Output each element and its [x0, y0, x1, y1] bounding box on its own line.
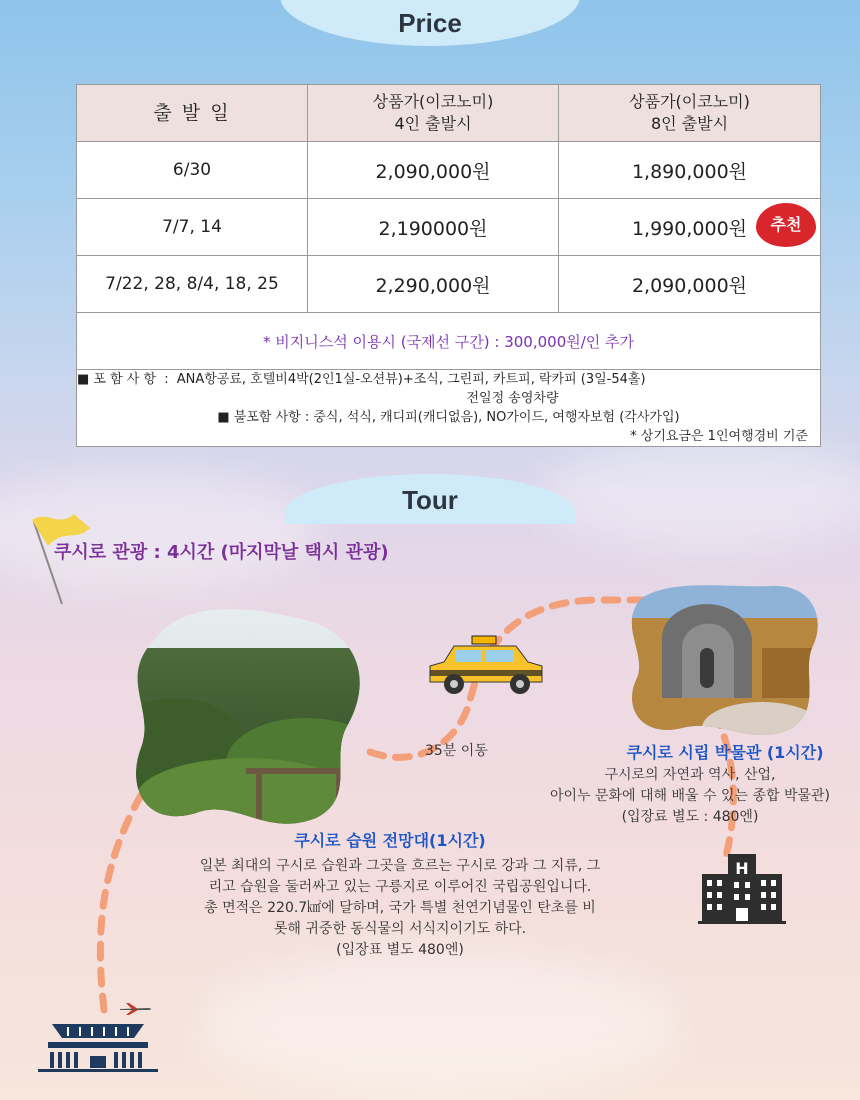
building-icon: [698, 852, 786, 924]
wetland-desc-line: 총 면적은 220.7㎢에 달하며, 국가 특별 천연기념물인 탄초를 비: [204, 900, 596, 916]
header-label: 상품가(이코노미): [372, 92, 494, 111]
museum-desc-line: (입장료 별도 : 480엔): [621, 809, 759, 825]
price-4-cell: 2,190000원: [308, 199, 559, 256]
museum-desc-line: 구시로의 자연과 역사, 산업,: [604, 767, 776, 783]
tour-section-title: Tour: [402, 485, 458, 515]
wetland-title: 쿠시로 습원 전망대(1시간): [294, 831, 486, 850]
airport-terminal-icon: [38, 1018, 158, 1074]
hospital-sign: H: [735, 859, 749, 878]
header-sublabel: 4인 출발시: [394, 114, 472, 133]
included-label: ■ 포 함 사 항 :: [77, 372, 169, 387]
excluded-line: ■ 불포함 사항 : 중식, 석식, 캐디피(캐디없음), NO가이드, 여행자보험 (각사가입): [217, 410, 680, 425]
recommend-badge: 추천: [756, 203, 816, 247]
price-8-cell: 1,890,000원: [559, 142, 821, 199]
taxi-icon: [424, 634, 548, 696]
museum-description: [520, 765, 860, 828]
included-text: ANA항공료, 호텔비4박(2인1실-오션뷰)+조식, 그린피, 카트피, 락카피 (3일-54홀): [176, 372, 646, 387]
museum-title: 쿠시로 시립 박물관 (1시간): [626, 743, 824, 762]
header-label: 출 발 일: [153, 102, 231, 124]
price-section-title: Price: [398, 8, 462, 38]
wetland-observatory-image: [116, 598, 376, 828]
header-label: 상품가(이코노미): [629, 92, 750, 111]
tour-headline: 쿠시로 관광 : 4시간 (마지막날 택시 관광): [54, 542, 389, 563]
wetland-desc-line: (입장표 별도 480엔): [336, 942, 464, 958]
date-cell: 7/7, 14: [77, 199, 308, 256]
business-class-note: * 비지니스석 이용시 (국제선 구간) : 300,000원/인 추가: [77, 313, 821, 370]
wetland-description: [160, 856, 640, 961]
museum-desc-line: 아이누 문화에 대해 배울 수 있는 종합 박물관): [549, 788, 831, 804]
price-basis-note: * 상기요금은 1인여행경비 기준: [630, 429, 808, 444]
museum-image: [622, 578, 822, 738]
included-text-continued: 전일정 송영차량: [466, 391, 559, 406]
date-cell: 7/22, 28, 8/4, 18, 25: [77, 256, 308, 313]
price-8-cell: 2,090,000원: [559, 256, 821, 313]
price-4-cell: 2,090,000원: [308, 142, 559, 199]
header-sublabel: 8인 출발시: [650, 114, 729, 133]
travel-time-label: 35분 이동: [425, 743, 488, 759]
wetland-desc-line: 리고 습원을 둘러싸고 있는 구릉지로 이루어진 국립공원입니다.: [208, 879, 592, 895]
wetland-desc-line: 롯해 귀중한 동식물의 서식지이기도 하다.: [273, 921, 527, 937]
price-8-value: 1,990,000원: [631, 217, 748, 240]
date-cell: 6/30: [77, 142, 308, 199]
airplane-icon: [118, 1002, 152, 1016]
price-4-cell: 2,290,000원: [308, 256, 559, 313]
wetland-desc-line: 일본 최대의 구시로 습원과 그곳을 흐르는 구시로 강과 그 지류, 그: [199, 858, 601, 874]
